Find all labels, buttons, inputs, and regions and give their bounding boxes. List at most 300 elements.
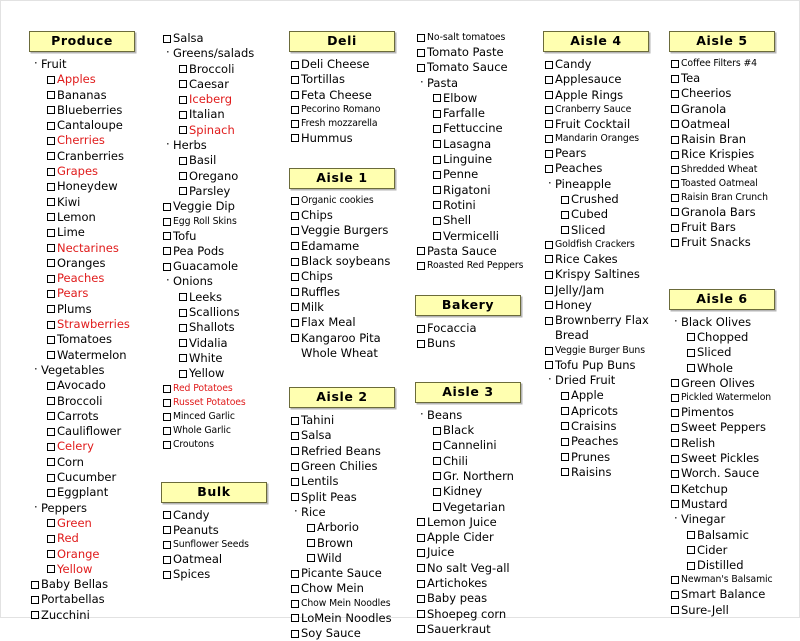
checkbox-icon[interactable]	[417, 534, 425, 542]
checkbox-icon[interactable]	[163, 203, 171, 211]
checkbox-icon[interactable]	[671, 60, 679, 68]
checklist-item[interactable]	[415, 183, 537, 198]
checklist-item[interactable]	[543, 313, 665, 344]
checkbox-icon[interactable]	[47, 275, 55, 283]
checklist-item[interactable]	[29, 470, 157, 485]
checkbox-icon[interactable]	[433, 427, 441, 435]
checkbox-icon[interactable]	[671, 208, 679, 216]
checkbox-icon[interactable]	[47, 244, 55, 252]
checklist-item[interactable]	[161, 351, 285, 366]
checklist-item[interactable]	[29, 577, 157, 592]
checklist-item[interactable]	[161, 107, 285, 122]
checklist-item[interactable]	[161, 62, 285, 77]
checklist-item[interactable]	[161, 169, 285, 184]
checkbox-icon[interactable]	[47, 351, 55, 359]
checklist-item[interactable]	[669, 587, 793, 602]
checkbox-icon[interactable]	[47, 535, 55, 543]
checklist-item[interactable]	[289, 254, 411, 269]
checklist-item[interactable]	[415, 45, 537, 60]
checkbox-icon[interactable]	[417, 610, 425, 618]
checkbox-icon[interactable]	[163, 541, 171, 549]
checklist-item[interactable]	[29, 608, 157, 623]
checklist-item[interactable]	[161, 184, 285, 199]
checklist-item[interactable]	[669, 451, 793, 466]
checklist-item[interactable]	[543, 117, 665, 132]
checkbox-icon[interactable]	[163, 427, 171, 435]
checkbox-icon[interactable]	[545, 361, 553, 369]
checkbox-icon[interactable]	[291, 478, 299, 486]
checkbox-icon[interactable]	[545, 106, 553, 114]
checklist-item[interactable]	[29, 302, 157, 317]
checklist-item[interactable]	[161, 123, 285, 138]
checklist-item[interactable]	[289, 331, 411, 362]
checkbox-icon[interactable]	[687, 333, 695, 341]
checklist-item[interactable]	[543, 146, 665, 161]
checklist-item[interactable]	[161, 438, 285, 452]
checkbox-icon[interactable]	[687, 562, 695, 570]
checklist-item[interactable]	[161, 508, 285, 523]
checkbox-icon[interactable]	[433, 503, 441, 511]
checkbox-icon[interactable]	[417, 247, 425, 255]
checkbox-icon[interactable]	[291, 197, 299, 205]
checkbox-icon[interactable]	[47, 137, 55, 145]
checkbox-icon[interactable]	[671, 394, 679, 402]
checklist-item[interactable]	[161, 396, 285, 410]
checkbox-icon[interactable]	[433, 217, 441, 225]
checklist-item[interactable]	[29, 424, 157, 439]
checklist-item[interactable]	[289, 285, 411, 300]
checkbox-icon[interactable]	[545, 271, 553, 279]
checklist-item[interactable]	[415, 607, 537, 622]
checkbox-icon[interactable]	[47, 443, 55, 451]
checkbox-icon[interactable]	[47, 519, 55, 527]
checkbox-icon[interactable]	[545, 241, 553, 249]
checklist-item[interactable]	[415, 515, 537, 530]
checklist-item[interactable]	[29, 592, 157, 607]
checkbox-icon[interactable]	[671, 180, 679, 188]
checkbox-icon[interactable]	[561, 196, 569, 204]
checkbox-icon[interactable]	[47, 397, 55, 405]
checkbox-icon[interactable]	[545, 150, 553, 158]
checklist-item[interactable]	[415, 336, 537, 351]
checkbox-icon[interactable]	[47, 550, 55, 558]
checklist-item[interactable]	[161, 259, 285, 274]
checkbox-icon[interactable]	[291, 120, 299, 128]
checklist-item[interactable]	[161, 305, 285, 320]
checkbox-icon[interactable]	[417, 625, 425, 633]
checklist-item[interactable]	[289, 626, 411, 641]
checkbox-icon[interactable]	[47, 428, 55, 436]
checkbox-icon[interactable]	[545, 61, 553, 69]
checkbox-icon[interactable]	[545, 317, 553, 325]
checklist-item[interactable]	[29, 225, 157, 240]
checkbox-icon[interactable]	[561, 453, 569, 461]
checklist-item[interactable]	[415, 106, 537, 121]
checkbox-icon[interactable]	[163, 571, 171, 579]
checklist-item[interactable]	[669, 436, 793, 451]
checklist-item[interactable]	[415, 321, 537, 336]
checkbox-icon[interactable]	[671, 239, 679, 247]
checklist-item[interactable]	[289, 88, 411, 103]
checkbox-icon[interactable]	[545, 255, 553, 263]
checklist-item[interactable]	[415, 31, 537, 45]
checkbox-icon[interactable]	[47, 76, 55, 84]
checkbox-icon[interactable]	[291, 630, 299, 638]
checkbox-icon[interactable]	[433, 156, 441, 164]
checkbox-icon[interactable]	[163, 413, 171, 421]
checkbox-icon[interactable]	[291, 600, 299, 608]
checkbox-icon[interactable]	[433, 186, 441, 194]
checkbox-icon[interactable]	[671, 136, 679, 144]
checklist-item[interactable]	[29, 547, 157, 562]
checklist-item[interactable]	[161, 336, 285, 351]
checklist-item[interactable]	[289, 239, 411, 254]
checklist-item[interactable]	[29, 164, 157, 179]
checklist-item[interactable]	[669, 361, 793, 376]
checklist-item[interactable]	[29, 394, 157, 409]
checkbox-icon[interactable]	[417, 49, 425, 57]
checklist-item[interactable]	[289, 490, 411, 505]
checkbox-icon[interactable]	[163, 232, 171, 240]
checkbox-icon[interactable]	[417, 64, 425, 72]
checkbox-icon[interactable]	[671, 485, 679, 493]
checklist-item[interactable]	[543, 238, 665, 252]
checklist-item[interactable]	[161, 31, 285, 46]
checkbox-icon[interactable]	[291, 288, 299, 296]
checkbox-icon[interactable]	[179, 293, 187, 301]
checkbox-icon[interactable]	[545, 91, 553, 99]
checkbox-icon[interactable]	[47, 565, 55, 573]
checklist-item[interactable]	[415, 60, 537, 75]
checkbox-icon[interactable]	[671, 455, 679, 463]
checkbox-icon[interactable]	[291, 319, 299, 327]
checkbox-icon[interactable]	[545, 135, 553, 143]
checklist-item[interactable]	[29, 455, 157, 470]
checklist-item[interactable]	[29, 348, 157, 363]
checkbox-icon[interactable]	[291, 303, 299, 311]
checkbox-icon[interactable]	[545, 301, 553, 309]
checkbox-icon[interactable]	[417, 340, 425, 348]
checklist-item[interactable]	[669, 405, 793, 420]
checklist-item[interactable]	[289, 536, 411, 551]
checkbox-icon[interactable]	[291, 585, 299, 593]
checkbox-icon[interactable]	[163, 526, 171, 534]
checklist-item[interactable]	[415, 229, 537, 244]
checkbox-icon[interactable]	[687, 364, 695, 372]
checkbox-icon[interactable]	[179, 172, 187, 180]
checklist-item[interactable]	[289, 581, 411, 596]
checklist-item[interactable]	[29, 485, 157, 500]
checkbox-icon[interactable]	[687, 349, 695, 357]
checklist-item[interactable]	[161, 153, 285, 168]
checklist-item[interactable]	[161, 244, 285, 259]
checkbox-icon[interactable]	[47, 198, 55, 206]
checkbox-icon[interactable]	[47, 91, 55, 99]
checkbox-icon[interactable]	[179, 96, 187, 104]
checklist-item[interactable]	[669, 345, 793, 360]
checklist-item[interactable]	[669, 558, 793, 573]
checklist-item[interactable]	[669, 528, 793, 543]
checklist-item[interactable]	[161, 538, 285, 552]
checkbox-icon[interactable]	[671, 606, 679, 614]
checklist-item[interactable]	[543, 404, 665, 419]
checklist-item[interactable]	[543, 103, 665, 117]
checklist-item[interactable]	[161, 552, 285, 567]
checkbox-icon[interactable]	[687, 531, 695, 539]
checklist-item[interactable]	[669, 497, 793, 512]
checkbox-icon[interactable]	[671, 90, 679, 98]
checklist-item[interactable]	[543, 252, 665, 267]
checkbox-icon[interactable]	[671, 576, 679, 584]
checklist-item[interactable]	[415, 438, 537, 453]
checklist-item[interactable]	[543, 344, 665, 358]
checklist-item[interactable]	[669, 420, 793, 435]
checklist-item[interactable]	[161, 382, 285, 396]
checkbox-icon[interactable]	[179, 65, 187, 73]
checkbox-icon[interactable]	[163, 556, 171, 564]
checklist-item[interactable]	[289, 300, 411, 315]
checklist-item[interactable]	[415, 591, 537, 606]
checklist-item[interactable]	[29, 271, 157, 286]
checklist-item[interactable]	[29, 409, 157, 424]
checkbox-icon[interactable]	[47, 152, 55, 160]
checkbox-icon[interactable]	[291, 432, 299, 440]
checklist-item[interactable]	[161, 424, 285, 438]
checklist-item[interactable]	[543, 132, 665, 146]
checkbox-icon[interactable]	[163, 441, 171, 449]
checklist-item[interactable]	[289, 315, 411, 330]
checkbox-icon[interactable]	[307, 524, 315, 532]
checklist-item[interactable]	[289, 131, 411, 146]
checklist-item[interactable]	[669, 330, 793, 345]
checkbox-icon[interactable]	[417, 549, 425, 557]
checklist-item[interactable]	[289, 57, 411, 72]
checklist-item[interactable]	[161, 366, 285, 381]
checklist-item[interactable]	[543, 57, 665, 72]
checkbox-icon[interactable]	[417, 580, 425, 588]
checkbox-icon[interactable]	[671, 151, 679, 159]
checkbox-icon[interactable]	[291, 134, 299, 142]
checklist-item[interactable]	[289, 208, 411, 223]
checklist-item[interactable]	[29, 103, 157, 118]
checkbox-icon[interactable]	[671, 194, 679, 202]
checkbox-icon[interactable]	[163, 399, 171, 407]
checklist-item[interactable]	[669, 57, 793, 71]
checkbox-icon[interactable]	[561, 392, 569, 400]
checkbox-icon[interactable]	[561, 407, 569, 415]
checkbox-icon[interactable]	[671, 439, 679, 447]
checklist-item[interactable]	[289, 223, 411, 238]
checkbox-icon[interactable]	[561, 468, 569, 476]
checkbox-icon[interactable]	[545, 286, 553, 294]
checklist-item[interactable]	[415, 545, 537, 560]
checkbox-icon[interactable]	[291, 76, 299, 84]
checklist-item[interactable]	[543, 207, 665, 222]
checklist-item[interactable]	[415, 213, 537, 228]
checklist-item[interactable]	[29, 317, 157, 332]
checkbox-icon[interactable]	[179, 111, 187, 119]
checkbox-icon[interactable]	[291, 570, 299, 578]
checklist-item[interactable]	[289, 474, 411, 489]
checkbox-icon[interactable]	[433, 125, 441, 133]
checklist-item[interactable]	[543, 419, 665, 434]
checklist-item[interactable]	[543, 388, 665, 403]
checkbox-icon[interactable]	[31, 596, 39, 604]
checklist-item[interactable]	[29, 286, 157, 301]
checklist-item[interactable]	[161, 229, 285, 244]
checklist-item[interactable]	[161, 290, 285, 305]
checkbox-icon[interactable]	[291, 273, 299, 281]
checklist-item[interactable]	[543, 223, 665, 238]
checklist-item[interactable]	[29, 332, 157, 347]
checkbox-icon[interactable]	[291, 106, 299, 114]
checkbox-icon[interactable]	[291, 227, 299, 235]
checkbox-icon[interactable]	[163, 511, 171, 519]
checkbox-icon[interactable]	[47, 489, 55, 497]
checklist-item[interactable]	[669, 482, 793, 497]
checklist-item[interactable]	[289, 566, 411, 581]
checkbox-icon[interactable]	[47, 290, 55, 298]
checkbox-icon[interactable]	[291, 493, 299, 501]
checkbox-icon[interactable]	[433, 201, 441, 209]
checklist-item[interactable]	[29, 195, 157, 210]
checklist-item[interactable]	[161, 92, 285, 107]
checkbox-icon[interactable]	[163, 385, 171, 393]
checklist-item[interactable]	[161, 523, 285, 538]
checkbox-icon[interactable]	[433, 140, 441, 148]
checklist-item[interactable]	[669, 132, 793, 147]
checklist-item[interactable]	[415, 167, 537, 182]
checklist-item[interactable]	[415, 121, 537, 136]
checkbox-icon[interactable]	[687, 546, 695, 554]
checkbox-icon[interactable]	[307, 554, 315, 562]
checkbox-icon[interactable]	[433, 457, 441, 465]
checklist-item[interactable]	[289, 413, 411, 428]
checkbox-icon[interactable]	[433, 442, 441, 450]
checklist-item[interactable]	[289, 428, 411, 443]
checkbox-icon[interactable]	[291, 91, 299, 99]
checklist-item[interactable]	[161, 77, 285, 92]
checkbox-icon[interactable]	[291, 463, 299, 471]
checkbox-icon[interactable]	[179, 187, 187, 195]
checkbox-icon[interactable]	[417, 262, 425, 270]
checklist-item[interactable]	[669, 376, 793, 391]
checklist-item[interactable]	[289, 444, 411, 459]
checklist-item[interactable]	[669, 163, 793, 177]
checkbox-icon[interactable]	[291, 614, 299, 622]
checklist-item[interactable]	[543, 192, 665, 207]
checklist-item[interactable]	[543, 358, 665, 373]
checklist-item[interactable]	[669, 191, 793, 205]
checkbox-icon[interactable]	[179, 324, 187, 332]
checkbox-icon[interactable]	[179, 370, 187, 378]
checkbox-icon[interactable]	[671, 166, 679, 174]
checklist-item[interactable]	[669, 102, 793, 117]
checklist-item[interactable]	[289, 520, 411, 535]
checkbox-icon[interactable]	[671, 224, 679, 232]
checklist-item[interactable]	[415, 576, 537, 591]
checklist-item[interactable]	[669, 117, 793, 132]
checkbox-icon[interactable]	[545, 165, 553, 173]
checkbox-icon[interactable]	[671, 379, 679, 387]
checkbox-icon[interactable]	[561, 226, 569, 234]
checkbox-icon[interactable]	[47, 321, 55, 329]
checklist-item[interactable]	[289, 194, 411, 208]
checkbox-icon[interactable]	[291, 258, 299, 266]
checklist-item[interactable]	[543, 267, 665, 282]
checklist-item[interactable]	[161, 410, 285, 424]
checklist-item[interactable]	[29, 88, 157, 103]
checkbox-icon[interactable]	[163, 263, 171, 271]
checklist-item[interactable]	[543, 465, 665, 480]
checklist-item[interactable]	[289, 551, 411, 566]
checklist-item[interactable]	[669, 235, 793, 250]
checkbox-icon[interactable]	[179, 80, 187, 88]
checklist-item[interactable]	[289, 117, 411, 131]
checkbox-icon[interactable]	[47, 458, 55, 466]
checklist-item[interactable]	[669, 543, 793, 558]
checklist-item[interactable]	[669, 573, 793, 587]
checklist-item[interactable]	[415, 530, 537, 545]
checkbox-icon[interactable]	[561, 438, 569, 446]
checkbox-icon[interactable]	[545, 76, 553, 84]
checkbox-icon[interactable]	[671, 105, 679, 113]
checklist-item[interactable]	[415, 561, 537, 576]
checklist-item[interactable]	[543, 72, 665, 87]
checklist-item[interactable]	[29, 439, 157, 454]
checklist-item[interactable]	[543, 283, 665, 298]
checkbox-icon[interactable]	[163, 35, 171, 43]
checkbox-icon[interactable]	[47, 305, 55, 313]
checkbox-icon[interactable]	[433, 232, 441, 240]
checklist-item[interactable]	[543, 88, 665, 103]
checkbox-icon[interactable]	[291, 417, 299, 425]
checkbox-icon[interactable]	[291, 61, 299, 69]
checkbox-icon[interactable]	[417, 34, 425, 42]
checkbox-icon[interactable]	[179, 157, 187, 165]
checkbox-icon[interactable]	[179, 309, 187, 317]
checkbox-icon[interactable]	[291, 334, 299, 342]
checklist-item[interactable]	[161, 320, 285, 335]
checkbox-icon[interactable]	[291, 242, 299, 250]
checklist-item[interactable]	[29, 179, 157, 194]
checklist-item[interactable]	[543, 161, 665, 176]
checkbox-icon[interactable]	[433, 94, 441, 102]
checkbox-icon[interactable]	[291, 212, 299, 220]
checklist-item[interactable]	[543, 450, 665, 465]
checklist-item[interactable]	[161, 567, 285, 582]
checklist-item[interactable]	[415, 500, 537, 515]
checklist-item[interactable]	[415, 91, 537, 106]
checklist-item[interactable]	[161, 215, 285, 229]
checkbox-icon[interactable]	[417, 595, 425, 603]
checklist-item[interactable]	[669, 86, 793, 101]
checklist-item[interactable]	[289, 269, 411, 284]
checkbox-icon[interactable]	[47, 122, 55, 130]
checkbox-icon[interactable]	[47, 229, 55, 237]
checkbox-icon[interactable]	[47, 259, 55, 267]
checkbox-icon[interactable]	[47, 412, 55, 420]
checklist-item[interactable]	[669, 603, 793, 618]
checkbox-icon[interactable]	[433, 110, 441, 118]
checklist-item[interactable]	[669, 205, 793, 220]
checklist-item[interactable]	[29, 118, 157, 133]
checkbox-icon[interactable]	[179, 339, 187, 347]
checkbox-icon[interactable]	[433, 472, 441, 480]
checklist-item[interactable]	[669, 391, 793, 405]
checklist-item[interactable]	[415, 423, 537, 438]
checkbox-icon[interactable]	[47, 106, 55, 114]
